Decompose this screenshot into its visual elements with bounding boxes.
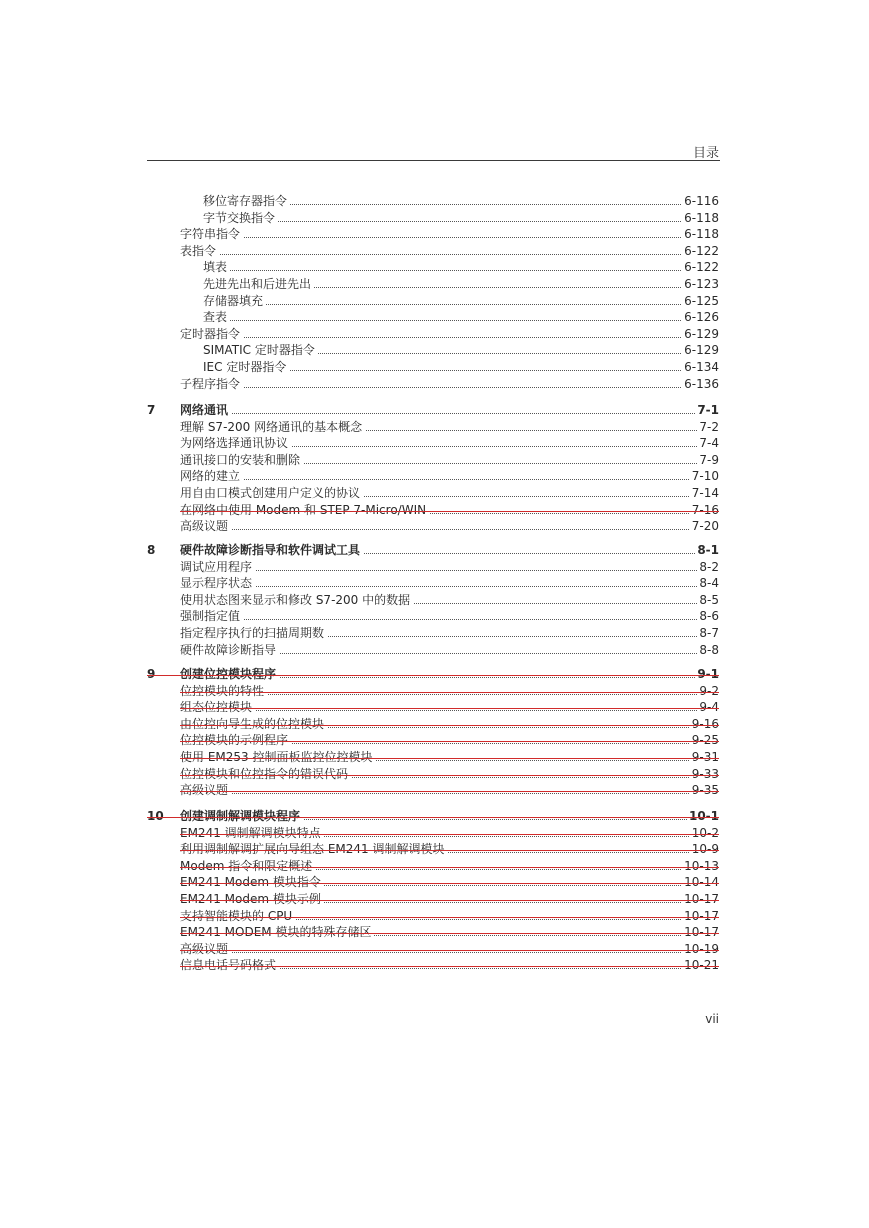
toc-entry-title: 创建调制解调模块程序	[180, 808, 303, 824]
dot-leader	[180, 337, 719, 338]
dot-leader	[180, 413, 719, 414]
dot-leader	[203, 270, 719, 271]
toc-entry-title: 子程序指令	[180, 376, 243, 392]
dot-leader	[180, 952, 719, 953]
toc-entry-page: 10-17	[684, 892, 719, 906]
toc-entry-title: 查表	[203, 309, 230, 325]
toc-entry-page: 6-118	[684, 210, 719, 225]
toc-entry-page: 8-8	[699, 642, 719, 657]
toc-entry-page: 9-1	[697, 667, 719, 681]
toc-entry-title: 显示程序状态	[180, 575, 255, 591]
dot-leader	[203, 320, 719, 321]
toc-entry[interactable]	[180, 732, 719, 748]
toc-entry-title: 使用 EM253 控制面板监控位控模块	[180, 749, 375, 765]
toc-entry[interactable]	[180, 608, 719, 624]
toc-entry[interactable]	[180, 419, 719, 435]
toc-entry-title: 硬件故障诊断指导	[180, 642, 279, 658]
dot-leader	[180, 710, 719, 711]
toc-entry-page: 10-17	[684, 908, 719, 923]
toc-entry[interactable]	[203, 193, 719, 209]
toc-entry[interactable]	[180, 891, 719, 907]
toc-entry-title: 先进先出和后进先出	[203, 276, 314, 292]
toc-entry-title: EM241 调制解调模块特点	[180, 825, 324, 841]
toc-entry-title: 信息电话号码格式	[180, 957, 279, 973]
strikethrough-line	[180, 775, 719, 776]
strikethrough-line	[147, 675, 719, 676]
toc-entry-page: 8-5	[699, 592, 719, 607]
toc-entry-page: 9-2	[699, 683, 719, 698]
strikethrough-line	[180, 900, 719, 901]
toc-entry[interactable]	[203, 359, 719, 375]
strikethrough-line	[180, 725, 719, 726]
chapter-number: 8	[147, 543, 156, 557]
dot-leader	[203, 304, 719, 305]
toc-entry-title: 在网络中使用 Modem 和 STEP 7-Micro/WIN	[180, 502, 429, 518]
toc-entry-title: 高级议题	[180, 518, 231, 534]
toc-entry-page: 8-4	[699, 576, 719, 591]
toc-entry-title: 用自由口模式创建用户定义的协议	[180, 485, 363, 501]
toc-entry[interactable]	[180, 749, 719, 765]
toc-entry[interactable]	[203, 342, 719, 358]
dot-leader	[180, 619, 719, 620]
toc-entry[interactable]	[180, 376, 719, 392]
toc-entry-title: 创建位控模块程序	[180, 666, 279, 682]
toc-entry[interactable]	[203, 210, 719, 226]
chapter-number: 10	[147, 809, 164, 823]
toc-chapter-entry[interactable]	[180, 808, 719, 824]
toc-entry[interactable]	[180, 592, 719, 608]
strikethrough-line	[180, 850, 719, 851]
toc-entry-title: EM241 MODEM 模块的特殊存储区	[180, 924, 374, 940]
toc-entry[interactable]	[203, 259, 719, 275]
toc-entry-page: 7-16	[691, 502, 719, 517]
toc-entry[interactable]	[180, 502, 719, 518]
toc-entry-title: 利用调制解调扩展向导组态 EM241 调制解调模块	[180, 841, 447, 857]
toc-entry-page: 6-129	[684, 326, 719, 341]
toc-entry-title: IEC 定时器指令	[203, 359, 289, 375]
chapter-number: 9	[147, 667, 156, 681]
toc-entry-page: 10-14	[684, 875, 719, 890]
toc-entry-page: 6-118	[684, 227, 719, 242]
toc-chapter-entry[interactable]	[180, 402, 719, 418]
strikethrough-line	[180, 867, 719, 868]
page-number: vii	[705, 1012, 719, 1026]
toc-entry-title: SIMATIC 定时器指令	[203, 342, 318, 358]
toc-entry-title: 调试应用程序	[180, 559, 255, 575]
toc-entry[interactable]	[180, 941, 719, 957]
toc-entry-page: 8-2	[699, 559, 719, 574]
strikethrough-line	[180, 758, 719, 759]
toc-entry[interactable]	[180, 825, 719, 841]
toc-entry[interactable]	[180, 924, 719, 940]
toc-entry-title: 位控模块和位控指令的错误代码	[180, 766, 351, 782]
toc-entry-title: 位控模块的特性	[180, 683, 267, 699]
chapter-number: 7	[147, 403, 156, 417]
toc-entry[interactable]	[180, 683, 719, 699]
toc-entry-page: 8-6	[699, 609, 719, 624]
strikethrough-line	[180, 933, 719, 934]
toc-entry-page: 6-136	[684, 376, 719, 391]
toc-entry-page: 8-7	[699, 626, 719, 640]
toc-entry-page: 6-116	[684, 194, 719, 208]
toc-entry-page: 10-19	[684, 941, 719, 956]
toc-entry-title: 位控模块的示例程序	[180, 732, 291, 748]
strikethrough-line	[180, 966, 719, 967]
toc-entry[interactable]	[180, 326, 719, 342]
toc-entry[interactable]	[180, 908, 719, 924]
toc-entry[interactable]	[203, 309, 719, 325]
dot-leader	[180, 479, 719, 480]
toc-entry-title: 组态位控模块	[180, 699, 255, 715]
toc-entry-title: 网络通讯	[180, 402, 231, 418]
toc-entry-title: 表指令	[180, 243, 219, 259]
toc-entry[interactable]	[203, 293, 719, 309]
toc-entry[interactable]	[180, 559, 719, 575]
toc-entry-page: 10-2	[691, 825, 719, 840]
toc-entry-page: 6-134	[684, 360, 719, 374]
toc-entry-title: 由位控向导生成的位控模块	[180, 716, 327, 732]
toc-entry-page: 10-1	[688, 809, 719, 823]
toc-entry-page: 7-1	[697, 403, 719, 417]
strikethrough-line	[180, 692, 719, 693]
toc-entry[interactable]	[180, 716, 719, 732]
toc-entry-title: Modem 指令和限定概述	[180, 858, 315, 874]
toc-entry-title: 通讯接口的安装和删除	[180, 452, 303, 468]
toc-entry-page: 6-129	[684, 343, 719, 358]
toc-entry-title: 网络的建立	[180, 468, 243, 484]
strikethrough-line	[180, 511, 719, 512]
toc-entry[interactable]	[180, 957, 719, 973]
toc-entry-page: 7-14	[691, 486, 719, 500]
page-header-title: 目录	[692, 146, 719, 161]
toc-entry-title: EM241 Modem 模块示例	[180, 891, 324, 907]
toc-entry-page: 10-9	[691, 842, 719, 857]
toc-entry[interactable]	[180, 766, 719, 782]
strikethrough-line	[180, 708, 719, 709]
toc-entry[interactable]	[180, 485, 719, 501]
toc-entry[interactable]	[203, 276, 719, 292]
toc-entry-page: 7-4	[699, 436, 719, 451]
toc-entry-page: 6-126	[684, 310, 719, 325]
toc-entry[interactable]	[180, 575, 719, 591]
dot-leader	[180, 529, 719, 530]
toc-entry[interactable]	[180, 625, 719, 641]
toc-entry-title: 指定程序执行的扫描周期数	[180, 625, 327, 641]
toc-entry-page: 9-4	[699, 700, 719, 715]
toc-entry-title: 移位寄存器指令	[203, 193, 290, 209]
toc-entry[interactable]	[180, 468, 719, 484]
toc-entry-title: 为网络选择通讯协议	[180, 435, 291, 451]
toc-entry-title: 定时器指令	[180, 326, 243, 342]
strikethrough-line	[180, 791, 719, 792]
toc-entry-page: 9-33	[691, 766, 719, 781]
dot-leader	[180, 793, 719, 794]
toc-entry[interactable]	[180, 452, 719, 468]
dot-leader	[180, 254, 719, 255]
strikethrough-line	[180, 950, 719, 951]
strikethrough-line	[180, 741, 719, 742]
toc-entry-page: 10-13	[684, 858, 719, 873]
dot-leader	[203, 221, 719, 222]
toc-entry-page: 7-20	[691, 519, 719, 534]
toc-entry[interactable]	[180, 642, 719, 658]
dot-leader	[180, 570, 719, 571]
toc-entry-title: 使用状态图来显示和修改 S7-200 中的数据	[180, 592, 413, 608]
toc-entry[interactable]	[180, 243, 719, 259]
toc-entry[interactable]	[180, 841, 719, 857]
toc-entry-title: 填表	[203, 259, 230, 275]
toc-entry-page: 7-10	[691, 469, 719, 484]
toc-entry-page: 10-17	[684, 925, 719, 940]
header-divider	[147, 160, 720, 161]
toc-entry-page: 6-122	[684, 260, 719, 275]
toc-entry-title: 硬件故障诊断指导和软件调试工具	[180, 542, 363, 558]
toc-entry-page: 8-1	[697, 543, 719, 557]
toc-entry[interactable]	[180, 874, 719, 890]
toc-entry-page: 9-35	[691, 783, 719, 798]
toc-entry-title: 理解 S7-200 网络通讯的基本概念	[180, 419, 365, 435]
dot-leader	[180, 387, 719, 388]
toc-entry-title: 字节交换指令	[203, 210, 278, 226]
toc-entry-title: EM241 Modem 模块指令	[180, 874, 324, 890]
strikethrough-line	[180, 883, 719, 884]
strikethrough-line	[180, 834, 719, 835]
toc-entry-page: 7-9	[699, 452, 719, 467]
toc-entry[interactable]	[180, 435, 719, 451]
dot-leader	[180, 237, 719, 238]
toc-entry-page: 9-16	[691, 716, 719, 731]
toc-entry-page: 10-21	[684, 958, 719, 973]
toc-entry-page: 9-25	[691, 733, 719, 748]
toc-entry[interactable]	[180, 858, 719, 874]
toc-entry-page: 9-31	[691, 750, 719, 764]
toc-entry[interactable]	[180, 782, 719, 798]
toc-entry-title: 高级议题	[180, 941, 231, 957]
toc-entry-title: 高级议题	[180, 782, 231, 798]
toc-entry-page: 6-123	[684, 277, 719, 291]
toc-entry-page: 6-125	[684, 293, 719, 308]
toc-entry-title: 存储器填充	[203, 293, 266, 309]
strikethrough-line	[180, 917, 719, 918]
toc-entry-page: 7-2	[699, 419, 719, 434]
toc-entry-title: 字符串指令	[180, 226, 243, 242]
toc-entry-page: 6-122	[684, 243, 719, 258]
toc-entry[interactable]	[180, 518, 719, 534]
toc-entry[interactable]	[180, 226, 719, 242]
toc-chapter-entry[interactable]	[180, 542, 719, 558]
strikethrough-line	[147, 817, 719, 818]
dot-leader	[180, 586, 719, 587]
toc-entry-title: 支持智能模块的 CPU	[180, 908, 295, 924]
toc-entry-title: 强制指定值	[180, 608, 243, 624]
toc-entry[interactable]	[180, 699, 719, 715]
toc-chapter-entry[interactable]	[180, 666, 719, 682]
